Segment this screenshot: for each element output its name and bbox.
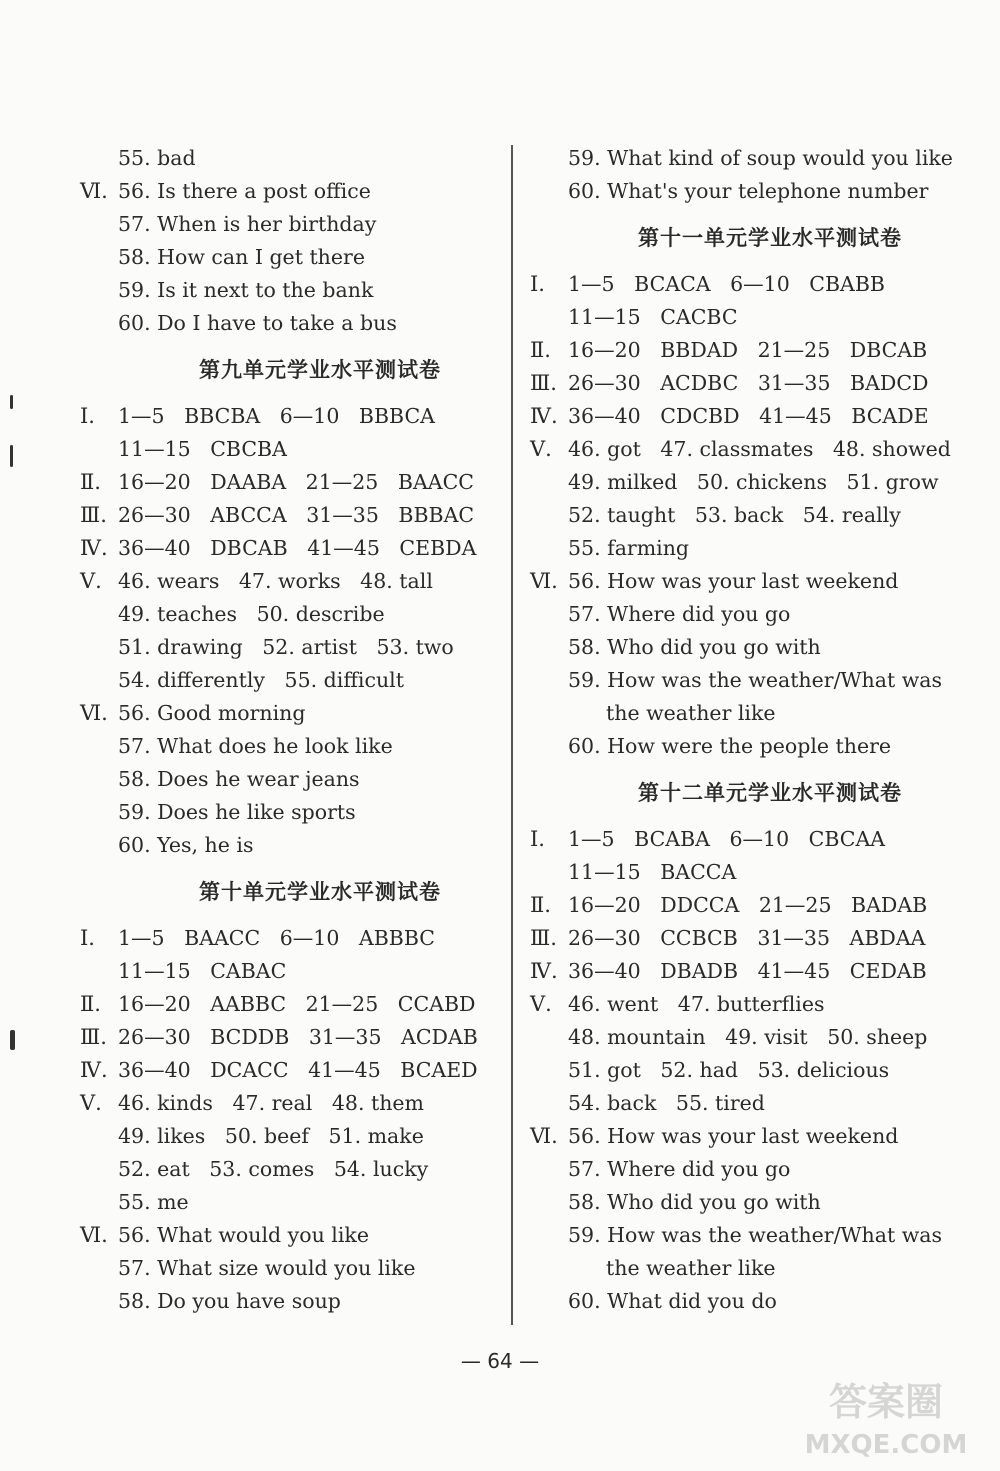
answer-text: 54. back 55. tired (568, 1091, 765, 1115)
answer-line (80, 955, 520, 988)
answer-text: 56. Good morning (118, 701, 306, 725)
answer-line (80, 532, 520, 565)
answer-text: 60. Yes, he is (118, 833, 254, 857)
section-roman-numeral: Ⅴ. (530, 992, 552, 1016)
answer-line (530, 268, 970, 301)
answer-line (80, 796, 520, 829)
answer-line (530, 1120, 970, 1153)
answer-line (530, 955, 970, 988)
answer-text: 16—20 BBDAD 21—25 DBCAB (568, 338, 928, 362)
section-roman-numeral: Ⅳ. (530, 959, 558, 983)
answer-line (530, 532, 970, 565)
answer-text: 56. How was your last weekend (568, 1124, 899, 1148)
answer-line (80, 565, 520, 598)
page-number: — 64 — (460, 1349, 540, 1373)
answer-line (80, 466, 520, 499)
answer-text: 11—15 CBCBA (118, 437, 287, 461)
answer-text: 58. Does he wear jeans (118, 767, 360, 791)
answer-line (80, 1186, 520, 1219)
answer-line (530, 631, 970, 664)
answer-text: 46. wears 47. works 48. tall (118, 569, 433, 593)
answer-line (530, 400, 970, 433)
scan-speck (10, 1030, 15, 1050)
answer-text: 49. milked 50. chickens 51. grow (568, 470, 939, 494)
answer-text: 51. got 52. had 53. delicious (568, 1058, 890, 1082)
section-roman-numeral: Ⅳ. (80, 536, 108, 560)
answer-line (80, 763, 520, 796)
answer-text: 59. How was the weather/What was (568, 668, 943, 692)
answer-text: 58. How can I get there (118, 245, 365, 269)
answer-line (80, 922, 520, 955)
answer-text: 60. Do I have to take a bus (118, 311, 397, 335)
section-roman-numeral: Ⅱ. (80, 992, 101, 1016)
answer-line (530, 1153, 970, 1186)
answer-text: 57. When is her birthday (118, 212, 377, 236)
answer-text: 54. differently 55. difficult (118, 668, 404, 692)
answer-line (530, 175, 970, 208)
section-roman-numeral: Ⅴ. (530, 437, 552, 461)
right-answer-column (530, 142, 970, 1318)
answer-line (80, 697, 520, 730)
answer-text: 59. What kind of soup would you like (568, 146, 953, 170)
answer-text: 46. got 47. classmates 48. showed (568, 437, 951, 461)
answer-text: 55. bad (118, 146, 196, 170)
answer-text: 36—40 DBADB 41—45 CEDAB (568, 959, 927, 983)
column-divider (511, 145, 513, 1325)
answer-text: 59. Does he like sports (118, 800, 356, 824)
answer-line (530, 988, 970, 1021)
answer-line (530, 823, 970, 856)
section-roman-numeral: Ⅳ. (530, 404, 558, 428)
watermark-bottom-text: MXQE.COM (804, 1430, 968, 1460)
answer-line (530, 1186, 970, 1219)
answer-line (530, 565, 970, 598)
answer-text: 46. went 47. butterflies (568, 992, 825, 1016)
answer-text: 52. taught 53. back 54. really (568, 503, 901, 527)
answer-text: 11—15 CACBC (568, 305, 738, 329)
section-roman-numeral: Ⅵ. (80, 701, 108, 725)
answer-line (80, 208, 520, 241)
answer-text: 36—40 DCACC 41—45 BCAED (118, 1058, 478, 1082)
section-roman-numeral: Ⅲ. (80, 1025, 107, 1049)
answer-line-continuation: the weather like (606, 701, 776, 725)
answer-text: 59. Is it next to the bank (118, 278, 374, 302)
section-roman-numeral: Ⅱ. (530, 338, 551, 362)
answer-text: 60. What did you do (568, 1289, 777, 1313)
answer-line (530, 1285, 970, 1318)
answer-text: 58. Do you have soup (118, 1289, 341, 1313)
section-roman-numeral: Ⅲ. (530, 926, 557, 950)
answer-text: 26—30 ABCCA 31—35 BBBAC (118, 503, 475, 527)
answer-text: 58. Who did you go with (568, 1190, 821, 1214)
scan-speck (10, 395, 13, 409)
answer-text: 11—15 CABAC (118, 959, 287, 983)
answer-text: 52. eat 53. comes 54. lucky (118, 1157, 429, 1181)
section-roman-numeral: Ⅲ. (530, 371, 557, 395)
answer-text: 60. What's your telephone number (568, 179, 929, 203)
answer-line (530, 367, 970, 400)
answer-text: 55. farming (568, 536, 690, 560)
left-answer-column (80, 142, 520, 1318)
answer-line (80, 1021, 520, 1054)
answer-line (80, 175, 520, 208)
answer-text: 26—30 ACDBC 31—35 BADCD (568, 371, 929, 395)
answer-line (530, 922, 970, 955)
answer-line (80, 274, 520, 307)
answer-line (80, 1087, 520, 1120)
section-heading: 第十二单元学业水平测试卷 (638, 781, 902, 805)
answer-line (530, 730, 970, 763)
answer-line (530, 301, 970, 334)
section-roman-numeral: Ⅴ. (80, 569, 102, 593)
answer-line (80, 307, 520, 340)
answer-text: 55. me (118, 1190, 189, 1214)
answer-line (80, 988, 520, 1021)
answer-text: 51. drawing 52. artist 53. two (118, 635, 454, 659)
answer-line (80, 1219, 520, 1252)
answer-line (530, 433, 970, 466)
answer-text: 59. How was the weather/What was (568, 1223, 943, 1247)
answer-text: 48. mountain 49. visit 50. sheep (568, 1025, 928, 1049)
answer-line (80, 664, 520, 697)
answer-line (80, 598, 520, 631)
answer-text: 26—30 CCBCB 31—35 ABDAA (568, 926, 926, 950)
section-roman-numeral: Ⅰ. (530, 827, 545, 851)
answer-line-continuation: the weather like (606, 1256, 776, 1280)
answer-text: 57. Where did you go (568, 1157, 791, 1181)
answer-text: 46. kinds 47. real 48. them (118, 1091, 424, 1115)
watermark-top-text: 答案圈 (828, 1380, 944, 1424)
answer-text: 57. Where did you go (568, 602, 791, 626)
answer-text: 1—5 BCABA 6—10 CBCAA (568, 827, 886, 851)
answer-line (80, 1285, 520, 1318)
answer-line (530, 1054, 970, 1087)
section-roman-numeral: Ⅱ. (530, 893, 551, 917)
watermark-logo (786, 1373, 986, 1463)
answer-line (80, 499, 520, 532)
answer-line (530, 1219, 970, 1252)
section-roman-numeral: Ⅴ. (80, 1091, 102, 1115)
answer-line (80, 829, 520, 862)
answer-text: 57. What does he look like (118, 734, 393, 758)
answer-line (80, 1120, 520, 1153)
answer-line (80, 142, 520, 175)
answer-line (530, 1021, 970, 1054)
section-heading: 第十单元学业水平测试卷 (199, 880, 441, 904)
section-roman-numeral: Ⅰ. (80, 404, 95, 428)
answer-line (80, 433, 520, 466)
section-heading: 第十一单元学业水平测试卷 (638, 226, 902, 250)
answer-text: 11—15 BACCA (568, 860, 737, 884)
answer-line (530, 466, 970, 499)
scan-speck (10, 445, 13, 467)
answer-text: 16—20 DAABA 21—25 BAACC (118, 470, 474, 494)
section-roman-numeral: Ⅳ. (80, 1058, 108, 1082)
answer-text: 56. What would you like (118, 1223, 369, 1247)
answer-text: 36—40 CDCBD 41—45 BCADE (568, 404, 929, 428)
answer-line (530, 856, 970, 889)
answer-text: 36—40 DBCAB 41—45 CEBDA (118, 536, 477, 560)
section-roman-numeral: Ⅰ. (530, 272, 545, 296)
answer-line (530, 598, 970, 631)
section-roman-numeral: Ⅵ. (530, 569, 558, 593)
answer-line (530, 499, 970, 532)
answer-text: 57. What size would you like (118, 1256, 416, 1280)
section-roman-numeral: Ⅲ. (80, 503, 107, 527)
section-roman-numeral: Ⅰ. (80, 926, 95, 950)
answer-text: 60. How were the people there (568, 734, 892, 758)
answer-line (80, 1252, 520, 1285)
section-roman-numeral: Ⅵ. (80, 179, 108, 203)
answer-text: 1—5 BBCBA 6—10 BBBCA (118, 404, 435, 428)
answer-line (80, 241, 520, 274)
answer-line (530, 889, 970, 922)
section-heading: 第九单元学业水平测试卷 (199, 358, 441, 382)
section-roman-numeral: Ⅱ. (80, 470, 101, 494)
answer-line (80, 730, 520, 763)
answer-text: 49. teaches 50. describe (118, 602, 385, 626)
answer-line (80, 1054, 520, 1087)
answer-text: 1—5 BCACA 6—10 CBABB (568, 272, 885, 296)
answer-line (80, 1153, 520, 1186)
answer-text: 49. likes 50. beef 51. make (118, 1124, 424, 1148)
answer-line (530, 1087, 970, 1120)
answer-line (80, 400, 520, 433)
answer-line (530, 142, 970, 175)
section-roman-numeral: Ⅵ. (80, 1223, 108, 1247)
answer-text: 56. How was your last weekend (568, 569, 899, 593)
answer-text: 58. Who did you go with (568, 635, 821, 659)
answer-line (530, 664, 970, 697)
answer-text: 1—5 BAACC 6—10 ABBBC (118, 926, 435, 950)
section-roman-numeral: Ⅵ. (530, 1124, 558, 1148)
answer-text: 16—20 DDCCA 21—25 BADAB (568, 893, 928, 917)
answer-line (530, 334, 970, 367)
answer-text: 56. Is there a post office (118, 179, 371, 203)
answer-text: 26—30 BCDDB 31—35 ACDAB (118, 1025, 478, 1049)
answer-line (80, 631, 520, 664)
answer-text: 16—20 AABBC 21—25 CCABD (118, 992, 476, 1016)
